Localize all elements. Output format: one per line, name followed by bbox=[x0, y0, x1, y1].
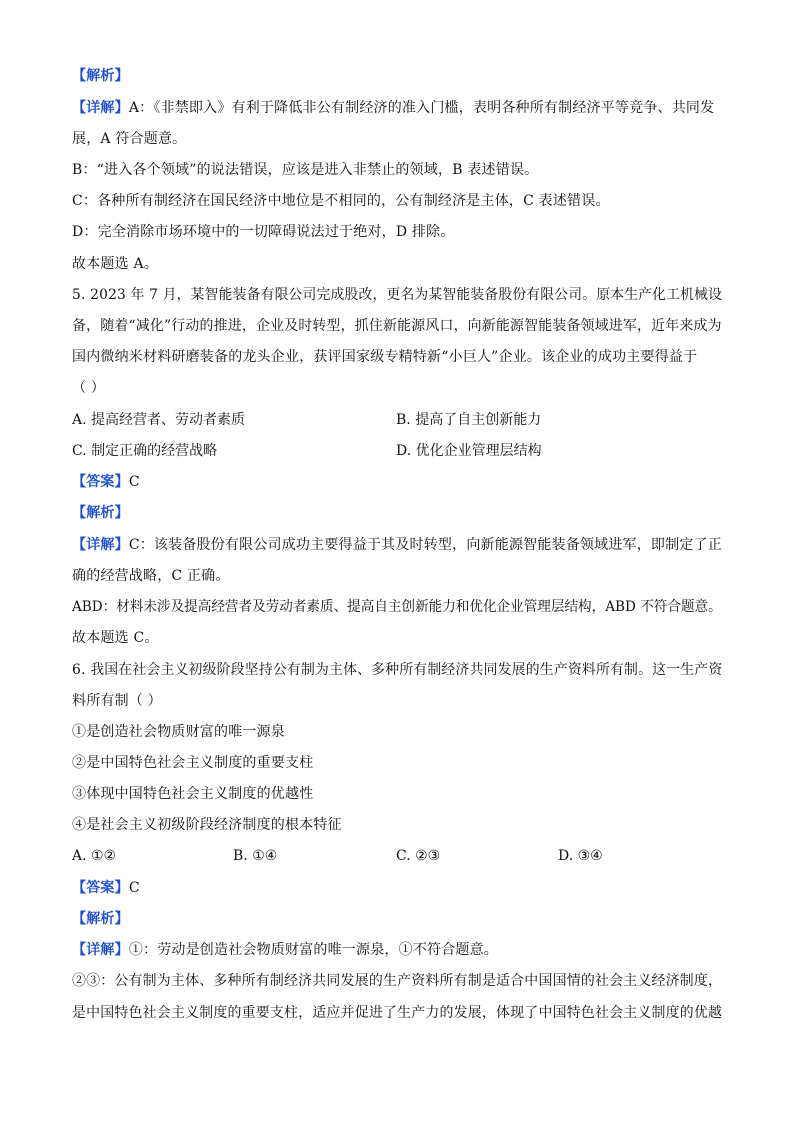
q6-answer-value: C bbox=[128, 880, 140, 896]
q4-option-d-analysis: D：完全消除市场环境中的一切障碍说法过于绝对，D 排除。 bbox=[72, 224, 455, 240]
q5-option-c: C. 制定正确的经营战略 bbox=[72, 443, 218, 459]
q4-analysis-heading bbox=[72, 66, 129, 86]
q6-option-a: A. ①② bbox=[72, 848, 117, 864]
detail-tag: 【详解】 bbox=[72, 942, 129, 958]
q5-option-b: B. 提高了自主创新能力 bbox=[396, 412, 542, 428]
q5-detail-line-1 bbox=[72, 535, 722, 555]
q5-detail-text-1: C：该装备股份有限公司成功主要得益于其及时转型，向新能源智能装备领域进军，即制定了正 bbox=[128, 537, 722, 553]
q6-detail-line-2: ②③：公有制为主体、多种所有制经济共同发展的生产资料所有制是适合中国国情的社会主义经济制度， bbox=[72, 973, 723, 989]
q5-option-a: A. 提高经营者、劳动者素质 bbox=[72, 412, 246, 428]
q6-option-b: B. ①④ bbox=[233, 848, 278, 864]
q6-stem-line-1: 6. 我国在社会主义初级阶段坚持公有制为主体、多种所有制经济共同发展的生产资料所有制。这一生产资 bbox=[72, 662, 723, 678]
q4-detail-line-1 bbox=[72, 98, 714, 118]
q6-item-3: ③体现中国特色社会主义制度的优越性 bbox=[72, 786, 314, 802]
q6-item-2: ②是中国特色社会主义制度的重要支柱 bbox=[72, 755, 314, 771]
q5-answer-value: C bbox=[128, 474, 140, 490]
q6-answer bbox=[72, 878, 140, 898]
q4-conclusion: 故本题选 A。 bbox=[72, 256, 158, 272]
q5-conclusion: 故本题选 C。 bbox=[72, 630, 159, 646]
q5-stem-line-2: 备，随着“减化”行动的推进，企业及时转型，抓住新能源风口，向新能源智能装备领域进军，近年来成为 bbox=[72, 318, 722, 334]
analysis-tag: 【解析】 bbox=[72, 68, 129, 84]
q5-abd-analysis: ABD：材料未涉及提高经营者及劳动者素质、提高自主创新能力和优化企业管理层结构，ABD 不符合题意。 bbox=[72, 599, 722, 615]
q5-stem-line-1: 5. 2023 年 7 月，某智能装备有限公司完成股改，更名为某智能装备股份有限公司。原本生产化工机械设 bbox=[72, 287, 723, 303]
q5-detail-line-2: 确的经营战略，C 正确。 bbox=[72, 568, 230, 584]
q6-option-d: D. ③④ bbox=[558, 848, 603, 864]
q6-detail-line-3: 是中国特色社会主义制度的重要支柱，适应并促进了生产力的发展，体现了中国特色社会主义制度的优越 bbox=[72, 1005, 723, 1021]
analysis-tag: 【解析】 bbox=[72, 505, 129, 521]
q5-analysis-heading bbox=[72, 503, 129, 523]
q6-detail-text-1: ①：劳动是创造社会物质财富的唯一源泉，①不符合题意。 bbox=[128, 942, 499, 958]
q5-stem-line-4: （ ） bbox=[72, 380, 106, 396]
q6-stem-line-2: 料所有制（ ） bbox=[72, 693, 162, 709]
q5-stem-line-3: 国内微纳米材料研磨装备的龙头企业，获评国家级专精特新“小巨人”企业。该企业的成功主要得益于 bbox=[72, 349, 698, 365]
q4-detail-line-2: 展，A 符合题意。 bbox=[72, 131, 187, 147]
q6-analysis-heading bbox=[72, 909, 129, 929]
answer-tag: 【答案】 bbox=[72, 880, 129, 896]
q4-detail-text-1: A：《非禁即入》有利于降低非公有制经济的准入门槛，表明各种所有制经济平等竞争、共同发 bbox=[128, 100, 715, 116]
q6-item-4: ④是社会主义初级阶段经济制度的根本特征 bbox=[72, 817, 342, 833]
q5-answer bbox=[72, 472, 140, 492]
q5-option-d: D. 优化企业管理层结构 bbox=[396, 443, 542, 459]
q6-option-c: C. ②③ bbox=[396, 848, 441, 864]
q4-option-b-analysis: B：“进入各个领域”的说法错误，应该是进入非禁止的领域，B 表述错误。 bbox=[72, 162, 539, 178]
analysis-tag: 【解析】 bbox=[72, 911, 129, 927]
detail-tag: 【详解】 bbox=[72, 537, 129, 553]
q6-detail-line-1 bbox=[72, 940, 498, 960]
q6-item-1: ①是创造社会物质财富的唯一源泉 bbox=[72, 724, 285, 740]
q4-option-c-analysis: C：各种所有制经济在国民经济中地位是不相同的，公有制经济是主体，C 表述错误。 bbox=[72, 193, 610, 209]
detail-tag: 【详解】 bbox=[72, 100, 129, 116]
answer-tag: 【答案】 bbox=[72, 474, 129, 490]
